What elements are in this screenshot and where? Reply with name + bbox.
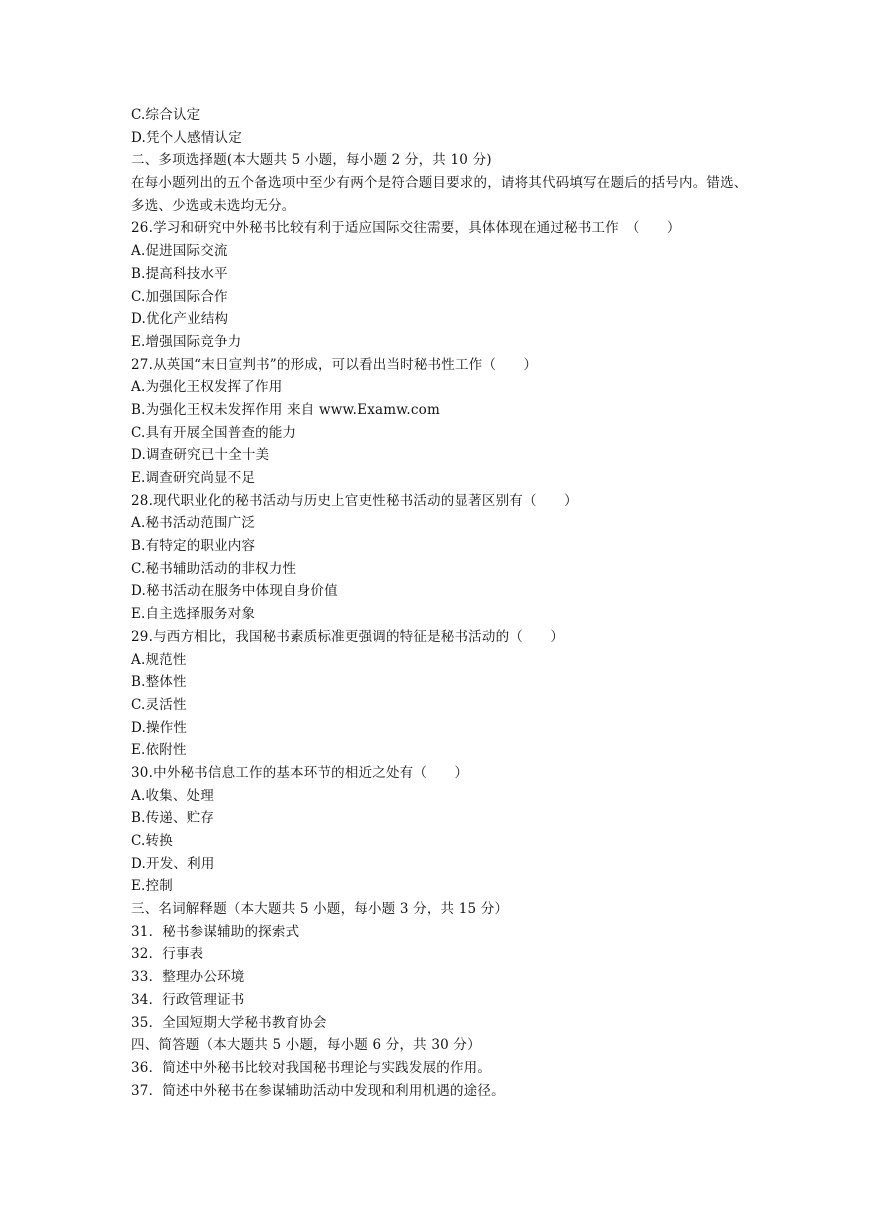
question-30-option-d: D.开发、利用 (131, 855, 215, 872)
question-30-option-a: A.收集、处理 (131, 787, 214, 804)
question-35: 35．全国短期大学秘书教育协会 (131, 1014, 327, 1031)
question-36: 36．简述中外秘书比较对我国秘书理论与实践发展的作用。 (131, 1059, 492, 1076)
question-30-option-b: B.传递、贮存 (131, 810, 215, 827)
option-c: C.综合认定 (131, 107, 201, 123)
question-26: 26.学习和研究中外秘书比较有利于适应国际交往需要，具体体现在通过秘书工作 （ ） (131, 220, 681, 237)
question-27: 27.从英国“末日宣判书”的形成，可以看出当时秘书性工作（ ） (131, 356, 538, 373)
question-28-option-e: E.自主选择服务对象 (131, 606, 256, 623)
question-28-option-a: A.秘书活动范围广泛 (131, 515, 256, 532)
question-27-option-c: C.具有开展全国普查的能力 (131, 424, 297, 441)
question-31: 31．秘书参谋辅助的探索式 (131, 923, 300, 940)
question-27-option-b: B.为强化王权未发挥作用 来自 www.Examw.com (131, 401, 441, 418)
section-instructions: 在每小题列出的五个备选项中至少有两个是符合题目要求的，请将其代码填写在题后的括号内。错选、多选、少选或未选均无分。 (131, 175, 748, 214)
document-body (131, 104, 751, 1102)
question-28-option-b: B.有特定的职业内容 (131, 538, 256, 555)
question-29-option-c: C.灵活性 (131, 696, 187, 713)
question-29-option-a: A.规范性 (131, 651, 187, 668)
question-27-option-a: A.为强化王权发挥了作用 (131, 379, 283, 396)
question-28: 28.现代职业化的秘书活动与历史上官吏性秘书活动的显著区别有（ ） (131, 492, 578, 509)
question-27-option-e: E.调查研究尚显不足 (131, 470, 256, 487)
question-29: 29.与西方相比，我国秘书素质标准更强调的特征是秘书活动的（ ） (131, 628, 565, 645)
question-26-option-a: A.促进国际交流 (131, 243, 228, 260)
section-heading-multiple-choice: 二、多项选择题(本大题共 5 小题，每小题 2 分，共 10 分) (131, 152, 492, 169)
question-27-option-d: D.调查研究已十全十美 (131, 447, 270, 464)
question-26-option-c: C.加强国际合作 (131, 288, 228, 305)
section-heading-term-definitions: 三、名词解释题（本大题共 5 小题，每小题 3 分，共 15 分） (131, 901, 509, 918)
question-26-option-e: E.增强国际竞争力 (131, 333, 242, 350)
question-30-option-c: C.转换 (131, 833, 173, 850)
question-26-option-d: D.优化产业结构 (131, 311, 229, 328)
option-d: D.凭个人感情认定 (131, 129, 242, 146)
question-28-option-c: C.秘书辅助活动的非权力性 (131, 560, 297, 577)
question-30-option-e: E.控制 (131, 878, 173, 895)
question-29-option-d: D.操作性 (131, 719, 188, 736)
question-34: 34．行政管理证书 (131, 991, 245, 1008)
question-26-option-b: B.提高科技水平 (131, 265, 228, 282)
question-33: 33．整理办公环境 (131, 969, 245, 986)
question-37: 37．简述中外秘书在参谋辅助活动中发现和利用机遇的途径。 (131, 1082, 505, 1099)
question-28-option-d: D.秘书活动在服务中体现自身价值 (131, 583, 338, 600)
question-30: 30.中外秘书信息工作的基本环节的相近之处有（ ） (131, 764, 469, 781)
question-32: 32．行事表 (131, 946, 204, 963)
question-29-option-e: E.依附性 (131, 742, 187, 759)
question-29-option-b: B.整体性 (131, 674, 187, 691)
section-heading-short-answer: 四、简答题（本大题共 5 小题，每小题 6 分，共 30 分） (131, 1037, 481, 1054)
